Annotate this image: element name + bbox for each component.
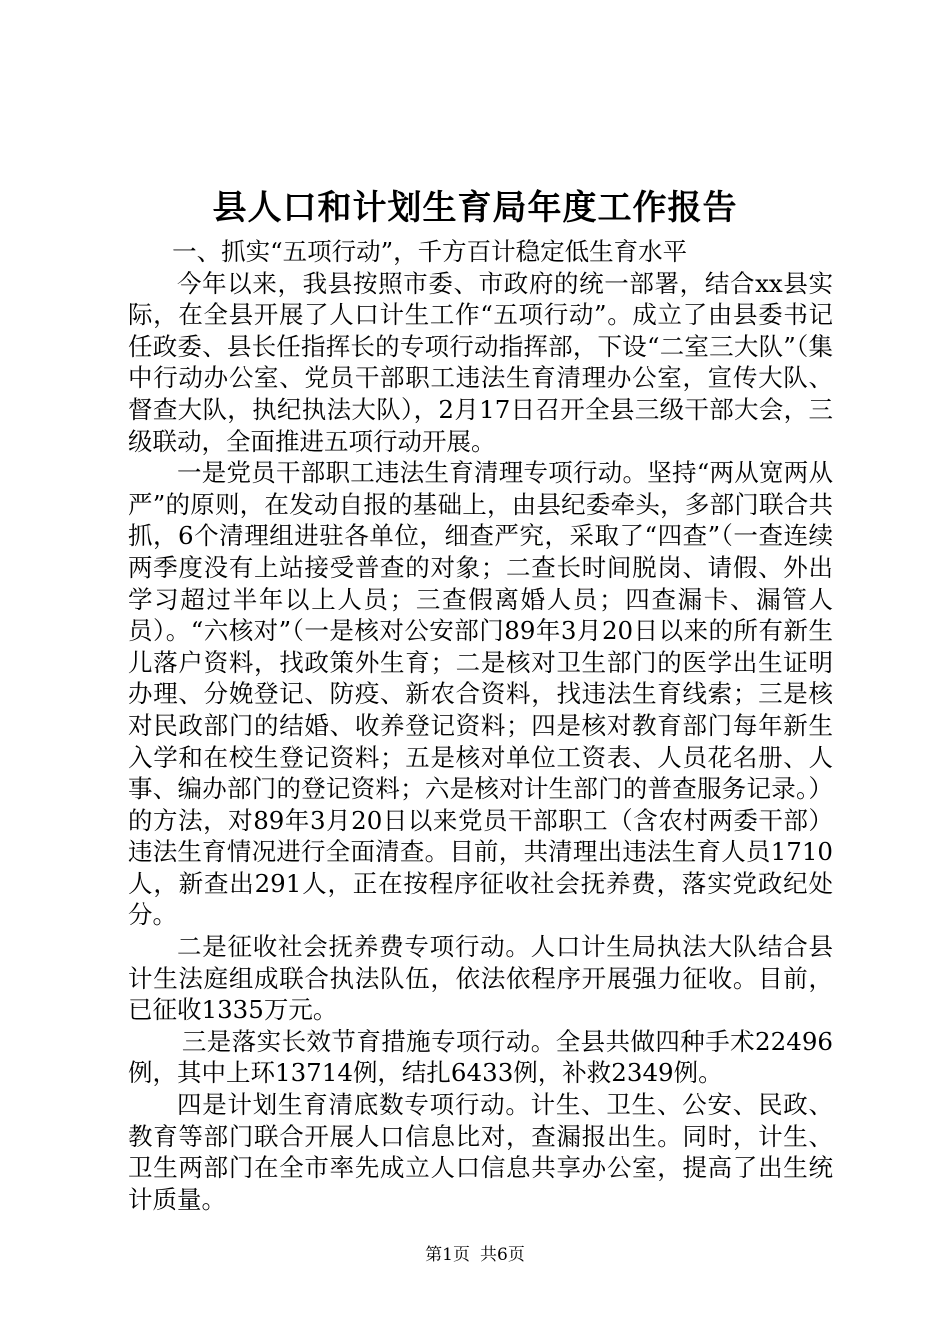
paragraph-action-one: 一是党员干部职工违法生育清理专项行动。坚持“两从宽两从严”的原则，在发动自报的基础上，由县纪委牵头，多部门联合共抓，6个清理组进驻各单位，细查严究，采取了“四查”（一查连续两季度没有上站接受普查的对象；二查长时间脱岗、请假、外出学习超过半年以上人员；三查假离婚人员；四查漏卡、漏管人员）。“六核对”（一是核对公安部门89年3月20日以来的所有新生儿落户资料，找政策外生育；二是核对卫生部门的医学出生证明办理、分娩登记、防疫、新农合资料，找违法生育线索；三是核对民政部门的结婚、收养登记资料；四是核对教育部门每年新生入学和在校生登记资料；五是核对单位工资表、人员花名册、人事、编办部门的登记资料；六是核对计生部门的普查服务记录。）的方法，对89年3月20日以来党员干部职工（含农村两委干部）违法生育情况进行全面清查。目前，共清理出违法生育人员1710人，新查出291人，正在按程序征收社会抚养费，落实党政纪处分。 [128,458,833,930]
paragraph-intro: 今年以来，我县按照市委、市政府的统一部署，结合xx县实际，在全县开展了人口计生工作“五项行动”。成立了由县委书记任政委、县长任指挥长的专项行动指挥部，下设“二室三大队”（集中行动办公室、党员干部职工违法生育清理办公室，宣传大队、督查大队，执纪执法大队），2月17日召开全县三级干部大会，三级联动，全面推进五项行动开展。 [128,268,833,456]
section-heading: 一、抓实“五项行动”，千方百计稳定低生育水平 [172,237,688,266]
paragraph-action-four: 四是计划生育清底数专项行动。计生、卫生、公安、民政、教育等部门联合开展人口信息比对，查漏报出生。同时，计生、卫生两部门在全市率先成立人口信息共享办公室，提高了出生统计质量。 [128,1090,833,1214]
page-total: 共6页 [480,1245,525,1265]
page-footer [0,1243,950,1267]
document-body [128,236,833,1215]
paragraph-action-two: 二是征收社会抚养费专项行动。人口计生局执法大队结合县计生法庭组成联合执法队伍，依法依程序开展强力征收。目前，已征收1335万元。 [128,932,833,1025]
page-number: 第1页 [425,1245,470,1265]
document-title: 县人口和计划生育局年度工作报告 [212,188,738,228]
paragraph-action-three: 三是落实长效节育措施专项行动。全县共做四种手术22496例，其中上环13714例，结扎6433例，补救2349例。 [128,1026,833,1088]
